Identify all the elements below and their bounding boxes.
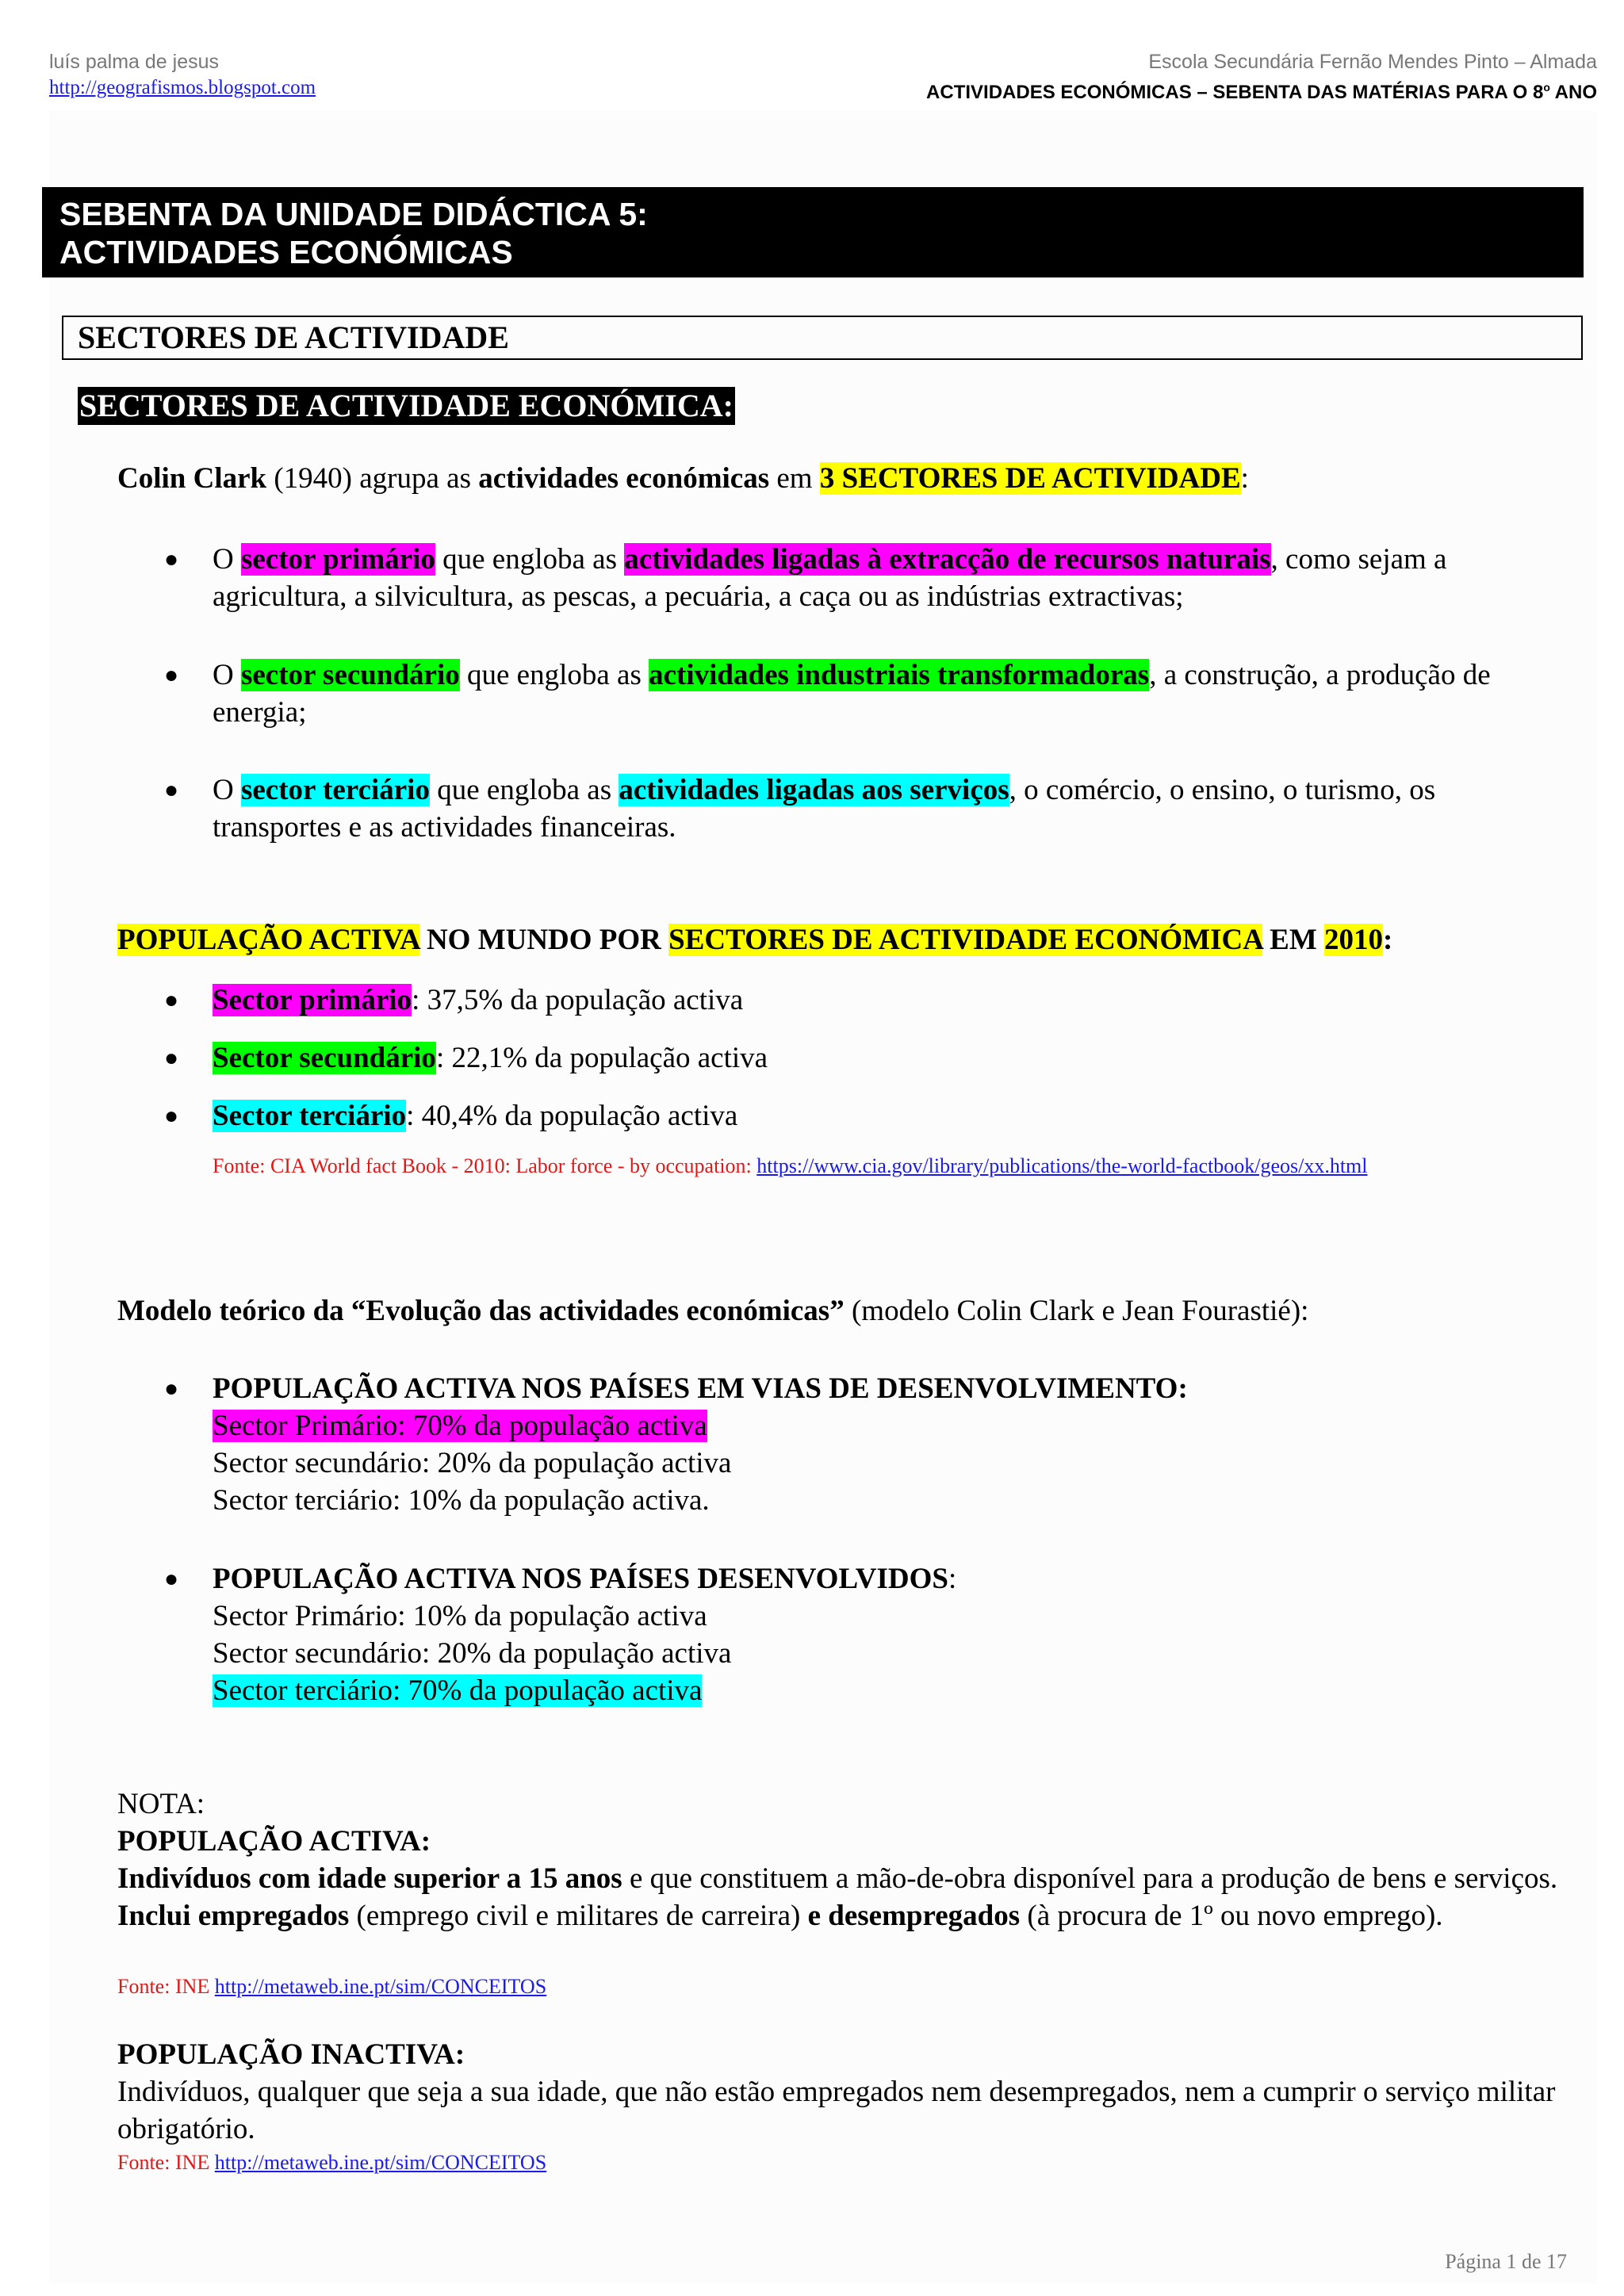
inactive-block bbox=[117, 2036, 1561, 2148]
developing-primary: Sector Primário: 70% da população activa bbox=[213, 1410, 707, 1442]
developing-secondary: Sector secundário: 20% da população activa bbox=[213, 1447, 732, 1479]
world-population-heading: POPULAÇÃO ACTIVA NO MUNDO POR SECTORES DE ACTIVIDADE ECONÓMICA EM 2010: bbox=[117, 924, 1393, 956]
ine-source-1: Fonte: INE http://metaweb.ine.pt/sim/CONCEITOS bbox=[117, 1975, 547, 1998]
bullet-icon: ● bbox=[164, 662, 179, 688]
world-tertiary-item: Sector terciário: 40,4% da população activa bbox=[213, 1100, 738, 1132]
developing-tertiary: Sector terciário: 10% da população activa. bbox=[213, 1484, 710, 1517]
bullet-icon: ● bbox=[164, 1376, 179, 1402]
note-label: NOTA: bbox=[117, 1788, 205, 1820]
developed-title: POPULAÇÃO ACTIVA NOS PAÍSES DESENVOLVIDOS: bbox=[213, 1563, 957, 1595]
intro-paragraph: Colin Clark (1940) agrupa as actividades económicas em 3 SECTORES DE ACTIVIDADE: bbox=[117, 462, 1249, 495]
world-primary-item: Sector primário: 37,5% da população activa bbox=[213, 984, 744, 1016]
note-block bbox=[117, 1785, 1561, 1934]
blog-link[interactable]: http://geografismos.blogspot.com bbox=[49, 77, 316, 98]
bullet-icon: ● bbox=[164, 987, 179, 1013]
school-name: Escola Secundária Fernão Mendes Pinto – Almada bbox=[1148, 51, 1597, 73]
developing-title: POPULAÇÃO ACTIVA NOS PAÍSES EM VIAS DE DESENVOLVIMENTO: bbox=[213, 1372, 1188, 1405]
page-sheet bbox=[49, 111, 1597, 2283]
sector-primary-item: O sector primário que engloba as actividades ligadas à extracção de recursos naturais, como sejam a agricultura, a silvicultura, as pescas, a pecuária, a caça ou as indústrias extractivas; bbox=[213, 543, 1447, 613]
inactive-population-title: POPULAÇÃO INACTIVA: bbox=[117, 2038, 465, 2071]
active-population-text: Indivíduos com idade superior a 15 anos e que constituem a mão-de-obra disponível para a produção de bens e serviços. Inclui empregados (emprego civil e militares de carreira) e desempregados (à procura de 1º ou novo emprego). bbox=[117, 1862, 1558, 1932]
bullet-icon: ● bbox=[164, 777, 179, 803]
bullet-icon: ● bbox=[164, 1103, 179, 1129]
header-left bbox=[49, 49, 316, 101]
developed-primary: Sector Primário: 10% da população activa bbox=[213, 1600, 707, 1632]
ine-link-2[interactable]: http://metaweb.ine.pt/sim/CONCEITOS bbox=[214, 2151, 547, 2174]
active-population-title: POPULAÇÃO ACTIVA: bbox=[117, 1825, 431, 1858]
world-source: Fonte: CIA World fact Book - 2010: Labor force - by occupation: https://www.cia.gov/library/publications/the-world-factbook/geos/xx.html bbox=[213, 1154, 1368, 1177]
world-secondary-item: Sector secundário: 22,1% da população activa bbox=[213, 1042, 768, 1074]
developed-secondary: Sector secundário: 20% da população activa bbox=[213, 1637, 732, 1670]
unit-title-line2: ACTIVIDADES ECONÓMICAS bbox=[59, 234, 513, 270]
subheading: SECTORES DE ACTIVIDADE ECONÓMICA: bbox=[79, 388, 733, 423]
sector-secondary-item: O sector secundário que engloba as actividades industriais transformadoras, a construção, a produção de energia; bbox=[213, 659, 1491, 729]
unit-title-line1: SEBENTA DA UNIDADE DIDÁCTICA 5: bbox=[59, 196, 648, 232]
developing-countries-block bbox=[213, 1370, 1553, 1519]
unit-title-bar bbox=[42, 187, 1584, 277]
page-number: Página 1 de 17 bbox=[1445, 2250, 1567, 2273]
model-paragraph: Modelo teórico da “Evolução das actividades económicas” (modelo Colin Clark e Jean Fourastié): bbox=[117, 1295, 1309, 1327]
developed-tertiary: Sector terciário: 70% da população activa bbox=[213, 1674, 703, 1707]
section-heading-box: SECTORES DE ACTIVIDADE bbox=[62, 316, 1583, 360]
bullet-icon: ● bbox=[164, 1566, 179, 1592]
cia-link[interactable]: https://www.cia.gov/library/publications/the-world-factbook/geos/xx.html bbox=[756, 1154, 1368, 1177]
course-title: ACTIVIDADES ECONÓMICAS – SEBENTA DAS MATÉRIAS PARA O 8$^o$ ANO bbox=[926, 81, 1597, 103]
inactive-population-text: Indivíduos, qualquer que seja a sua idade, que não estão empregados nem desempregados, nem a cumprir o serviço militar obrigatório. bbox=[117, 2076, 1556, 2145]
sector-tertiary-item: O sector terciário que engloba as actividades ligadas aos serviços, o comércio, o ensino, o turismo, os transportes e as actividades financeiras. bbox=[213, 774, 1436, 844]
ine-link-1[interactable]: http://metaweb.ine.pt/sim/CONCEITOS bbox=[214, 1975, 547, 1998]
ine-source-2: Fonte: INE http://metaweb.ine.pt/sim/CONCEITOS bbox=[117, 2151, 547, 2174]
header-right bbox=[926, 49, 1597, 105]
developed-countries-block bbox=[213, 1560, 1553, 1709]
bullet-icon: ● bbox=[164, 546, 179, 572]
bullet-icon: ● bbox=[164, 1045, 179, 1071]
author-name: luís palma de jesus bbox=[49, 51, 220, 73]
